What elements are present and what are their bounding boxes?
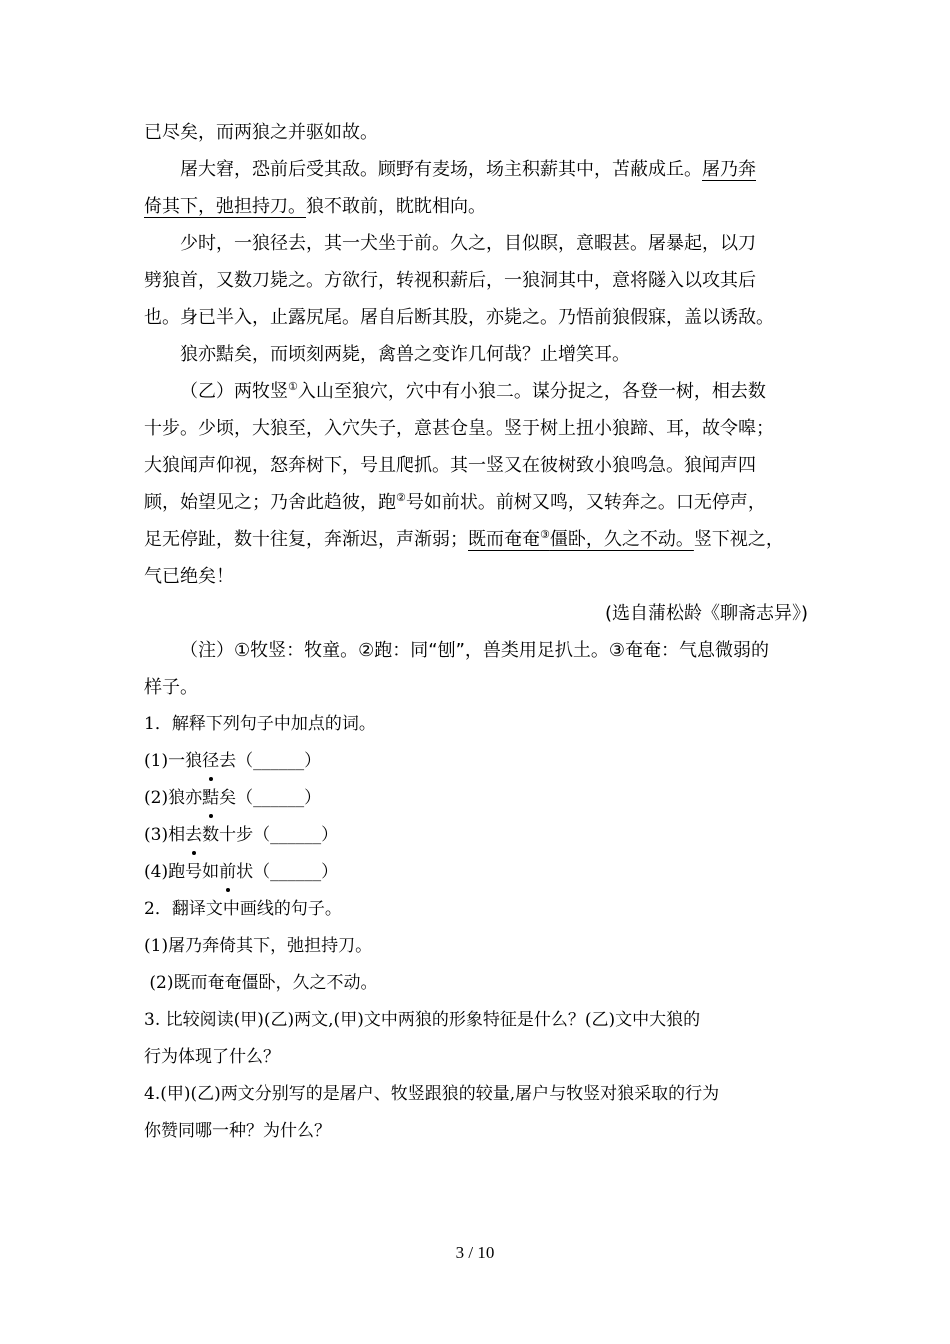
text-span: （乙）两牧竖 [180,381,288,402]
text-span: 竖下视之， [693,529,784,550]
question-4: 4.(甲)(乙)两文分别写的是屠户、牧竖跟狼的较量,屠户与牧竖对狼采取的行为 [144,1084,720,1104]
text-span: 狼不敢前，眈眈相向。 [306,196,486,217]
question-1: 1．解释下列句子中加点的词。 [144,714,376,734]
passage-jia-paragraph-2 [144,151,824,225]
passage-jia-paragraph-4: 狼亦黠矣，而顷刻两毙，禽兽之变诈几何哉？止增笑耳。 [180,344,630,365]
footnote-marker: ③ [540,528,550,541]
footnote-marker: ① [288,380,298,393]
passage-line: 十步。少顷，大狼至，入穴失子，意甚仓皇。竖于树上扭小狼蹄、耳，故令嗥； [144,418,774,439]
underlined-sentence: 倚其下，弛担持刀。 [144,196,306,217]
underlined-sentence: 既而奄奄③僵卧，久之不动。 [468,528,694,550]
dotted-word: 径 [202,743,219,780]
text-span: 号如前状。前树又鸣，又转奔之。口无停声， [405,492,766,513]
dotted-word: 去 [185,817,202,854]
note-line: 样子。 [144,677,198,698]
passage-jia-paragraph-3 [144,225,824,336]
question-1-item-2: (2)狼亦黠矣（______） [144,780,824,817]
document-body [144,114,824,1150]
passage-line: 气已绝矣！ [144,566,234,587]
passage-line: 也。身已半入，止露尻尾。屠自后断其股，亦毙之。乃悟前狼假寐，盖以诱敌。 [144,307,774,328]
question-3-continued: 行为体现了什么？ [144,1047,280,1067]
question-2: 2．翻译文中画线的句子。 [144,899,342,919]
page-number: 3 / 10 [455,1243,495,1262]
note-line: （注）①牧竖：牧童。②跑：同“刨”，兽类用足扒土。③奄奄：气息微弱的 [180,640,770,661]
passage-line: 大狼闻声仰视，怒奔树下，号且爬抓。其一竖又在彼树致小狼鸣急。狼闻声四 [144,455,756,476]
questions [144,706,824,1150]
source-citation: (选自蒲松龄《聊斋志异》) [604,603,808,624]
question-1-item-3: (3)相去数十步（______） [144,817,824,854]
underlined-sentence: 屠乃奔 [702,159,756,180]
question-3: 3. 比较阅读(甲)(乙)两文,(甲)文中两狼的形象特征是什么？(乙)文中大狼的 [144,1010,701,1030]
footnote-marker: ② [396,491,406,504]
passage-line: 少时，一狼径去，其一犬坐于前。久之，目似瞑，意暇甚。屠暴起，以刀 [180,233,756,254]
text-span: 足无停趾，数十往复，奔渐迟，声渐弱； [144,529,468,550]
question-1-item-1: (1)一狼径去（______） [144,743,824,780]
passage-jia-line: 已尽矣，而两狼之并驱如故。 [144,122,378,143]
notes [144,632,824,706]
dotted-word: 黠 [202,780,219,817]
question-1-item-4: (4)跑号如前状（______） [144,854,824,891]
question-4-continued: 你赞同哪一种？为什么？ [144,1121,331,1141]
dotted-word: 前 [219,854,236,891]
passage-yi [144,373,824,632]
text-span: 屠大窘，恐前后受其敌。顾野有麦场，场主积薪其中，苫蔽成丘。 [180,159,702,180]
question-2-item-2: (2)既而奄奄僵卧，久之不动。 [144,973,378,993]
question-2-item-1: (1)屠乃奔倚其下，弛担持刀。 [144,936,373,956]
text-span: 顾，始望见之；乃舍此趋彼，跑 [144,492,396,513]
passage-line: 劈狼首，又数刀毙之。方欲行，转视积薪后，一狼洞其中，意将隧入以攻其后 [144,270,756,291]
text-span: 入山至狼穴，穴中有小狼二。谋分捉之，各登一树，相去数 [297,381,766,402]
